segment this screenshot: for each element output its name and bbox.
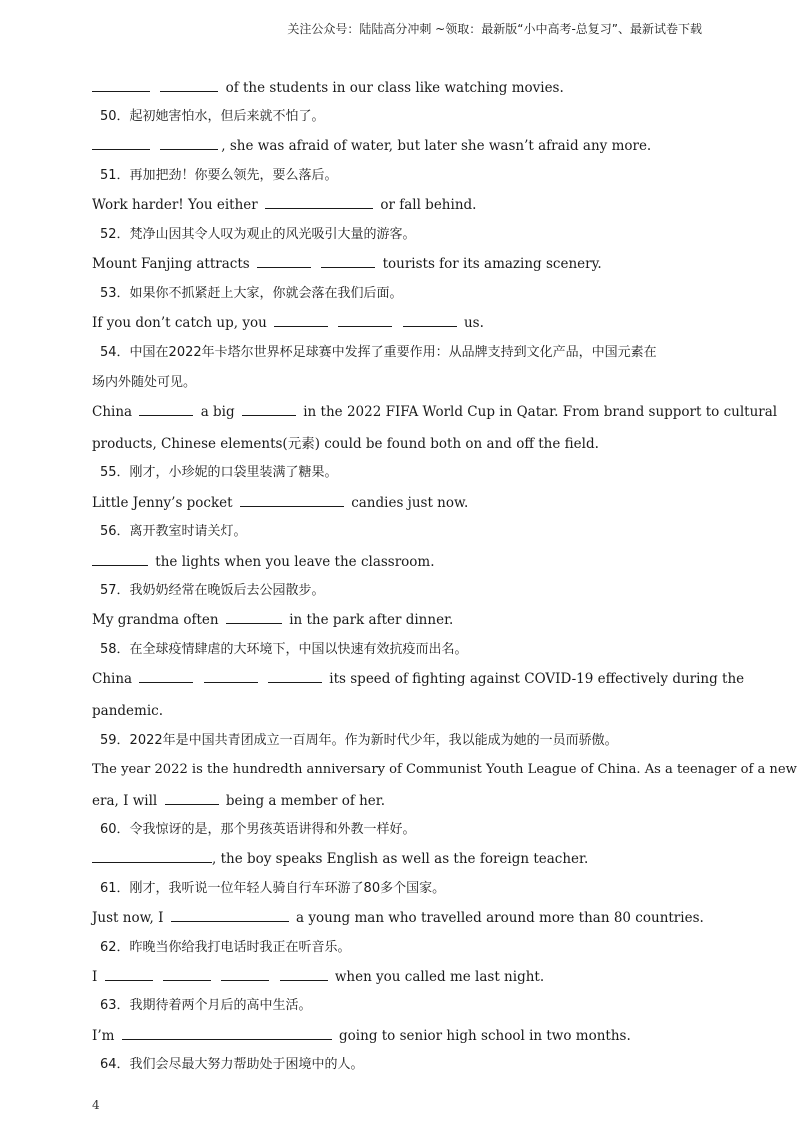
answer-blank[interactable] bbox=[122, 1027, 332, 1040]
answer-blank[interactable] bbox=[265, 196, 373, 209]
answer-blank[interactable] bbox=[92, 553, 148, 566]
q58-english-line1: China its speed of fighting against COVID-19 effectively during the bbox=[92, 671, 745, 687]
q61-chinese: 61．刚才，我听说一位年轻人骑自行车环游了80多个国家。 bbox=[100, 881, 446, 896]
answer-blank[interactable] bbox=[160, 137, 218, 150]
answer-blank[interactable] bbox=[280, 968, 328, 981]
answer-blank[interactable] bbox=[257, 255, 311, 268]
q53-english: If you don’t catch up, you us. bbox=[92, 315, 484, 331]
q63-chinese: 63．我期待着两个月后的高中生活。 bbox=[100, 998, 312, 1013]
q62-chinese: 62．昨晚当你给我打电话时我正在听音乐。 bbox=[100, 940, 351, 955]
q57-english: My grandma often in the park after dinner. bbox=[92, 612, 454, 628]
q60-chinese: 60．令我惊讶的是，那个男孩英语讲得和外教一样好。 bbox=[100, 822, 416, 837]
answer-blank[interactable] bbox=[92, 850, 212, 863]
q50-english: , she was afraid of water, but later she wasn’t afraid any more. bbox=[92, 137, 651, 155]
q58-english-line2: pandemic. bbox=[92, 703, 163, 719]
answer-blank[interactable] bbox=[160, 79, 218, 92]
q54-chinese-line1: 54．中国在2022年卡塔尔世界杯足球赛中发挥了重要作用：从品牌支持到文化产品，中国元素在 bbox=[100, 345, 657, 360]
page-header: 关注公众号：陆陆高分冲刺 ~领取：最新版“小中高考-总复习”、最新试卷下载 bbox=[287, 22, 702, 36]
answer-blank[interactable] bbox=[92, 79, 150, 92]
q55-english: Little Jenny’s pocket candies just now. bbox=[92, 495, 469, 511]
q54-english-line2: products, Chinese elements(元素) could be found both on and off the field. bbox=[92, 436, 599, 452]
q54-english-line1: China a big in the 2022 FIFA World Cup in Qatar. From brand support to cultural bbox=[92, 404, 778, 420]
q53-chinese: 53．如果你不抓紧赶上大家，你就会落在我们后面。 bbox=[100, 286, 403, 301]
answer-blank[interactable] bbox=[268, 670, 322, 683]
q59-chinese: 59．2022年是中国共青团成立一百周年。作为新时代少年，我以能成为她的一员而骄傲。 bbox=[100, 733, 618, 748]
answer-blank[interactable] bbox=[171, 909, 289, 922]
answer-blank[interactable] bbox=[403, 314, 457, 327]
q64-chinese: 64．我们会尽最大努力帮助处于困境中的人。 bbox=[100, 1057, 364, 1072]
answer-blank[interactable] bbox=[338, 314, 392, 327]
answer-blank[interactable] bbox=[321, 255, 375, 268]
q51-chinese: 51．再加把劲！你要么领先，要么落后。 bbox=[100, 168, 338, 183]
q59-english-line1: The year 2022 is the hundredth anniversary of Communist Youth League of China. As a teenager of a new bbox=[92, 762, 797, 777]
answer-blank[interactable] bbox=[165, 792, 219, 805]
q63-english: I’m going to senior high school in two months. bbox=[92, 1028, 631, 1044]
answer-blank[interactable] bbox=[139, 670, 193, 683]
answer-blank[interactable] bbox=[226, 611, 282, 624]
q58-chinese: 58．在全球疫情肆虐的大环境下，中国以快速有效抗疫而出名。 bbox=[100, 642, 468, 657]
answer-blank[interactable] bbox=[204, 670, 258, 683]
answer-blank[interactable] bbox=[274, 314, 328, 327]
q60-english: , the boy speaks English as well as the foreign teacher. bbox=[92, 850, 588, 868]
q50-chinese: 50．起初她害怕水，但后来就不怕了。 bbox=[100, 109, 325, 124]
answer-blank[interactable] bbox=[105, 968, 153, 981]
q57-chinese: 57．我奶奶经常在晚饭后去公园散步。 bbox=[100, 583, 325, 598]
answer-blank[interactable] bbox=[242, 403, 296, 416]
q51-english: Work harder! You either or fall behind. bbox=[92, 197, 477, 213]
q49-english: of the students in our class like watching movies. bbox=[92, 79, 564, 97]
q52-english: Mount Fanjing attracts tourists for its amazing scenery. bbox=[92, 256, 602, 272]
q54-chinese-line2: 场内外随处可见。 bbox=[92, 375, 197, 390]
q55-chinese: 55．刚才，小珍妮的口袋里装满了糖果。 bbox=[100, 465, 338, 480]
q56-chinese: 56．离开教室时请关灯。 bbox=[100, 524, 247, 539]
answer-blank[interactable] bbox=[92, 137, 150, 150]
answer-blank[interactable] bbox=[163, 968, 211, 981]
answer-blank[interactable] bbox=[240, 494, 344, 507]
answer-blank[interactable] bbox=[221, 968, 269, 981]
q61-english: Just now, I a young man who travelled around more than 80 countries. bbox=[92, 910, 704, 926]
q52-chinese: 52．梵净山因其令人叹为观止的风光吸引大量的游客。 bbox=[100, 227, 416, 242]
q56-english: the lights when you leave the classroom. bbox=[92, 553, 435, 571]
page-number: 4 bbox=[92, 1098, 100, 1112]
q62-english: I when you called me last night. bbox=[92, 969, 545, 985]
answer-blank[interactable] bbox=[139, 403, 193, 416]
q59-english-line2: era, I will being a member of her. bbox=[92, 793, 386, 809]
